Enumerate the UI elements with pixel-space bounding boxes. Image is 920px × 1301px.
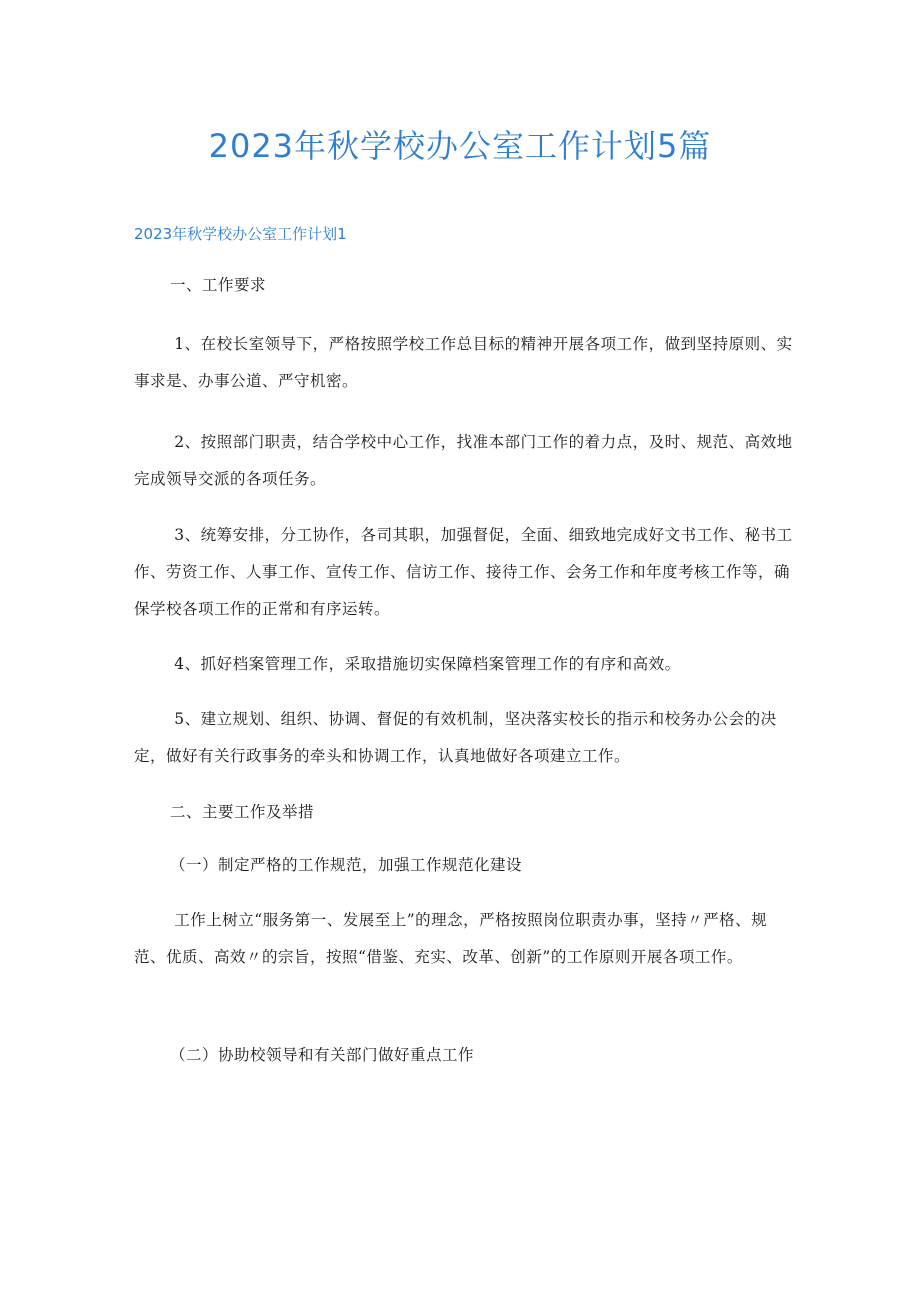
- section-heading-2: 二、主要工作及举措: [170, 803, 315, 821]
- section-subtitle: 2023年秋学校办公室工作计划1: [134, 225, 347, 243]
- paragraph-sub1-body: 工作上树立“服务第一、发展至上”的理念，严格按照岗位职责办事，坚持〃严格、规范、优质、高效〃的宗旨，按照“借鉴、充实、改革、创新”的工作原则开展各项工作。: [134, 911, 768, 966]
- subsection-heading-2: （二）协助校领导和有关部门做好重点工作: [170, 1046, 475, 1064]
- subsection-heading-1: （一）制定严格的工作规范，加强工作规范化建设: [170, 856, 523, 874]
- document-title: 2023年秋学校办公室工作计划5篇: [208, 127, 712, 165]
- section-heading-1: 一、工作要求: [170, 276, 267, 294]
- paragraph-item-2: 2、按照部门职责，结合学校中心工作，找准本部门工作的着力点，及时、规范、高效地完成领导交派的各项任务。: [134, 433, 793, 488]
- paragraph-item-3: 3、统筹安排，分工协作，各司其职，加强督促，全面、细致地完成好文书工作、秘书工作、劳资工作、人事工作、宣传工作、信访工作、接待工作、会务工作和年度考核工作等，确保学校各项工作的正常和有序运转。: [134, 526, 793, 618]
- paragraph-item-1: 1、在校长室领导下，严格按照学校工作总目标的精神开展各项工作，做到坚持原则、实事求是、办事公道、严守机密。: [134, 335, 793, 390]
- paragraph-item-5: 5、建立规划、组织、协调、督促的有效机制，坚决落实校长的指示和校务办公会的决定，做好有关行政事务的牵头和协调工作，认真地做好各项建立工作。: [134, 710, 777, 765]
- paragraph-item-4: 4、抓好档案管理工作，采取措施切实保障档案管理工作的有序和高效。: [174, 655, 681, 673]
